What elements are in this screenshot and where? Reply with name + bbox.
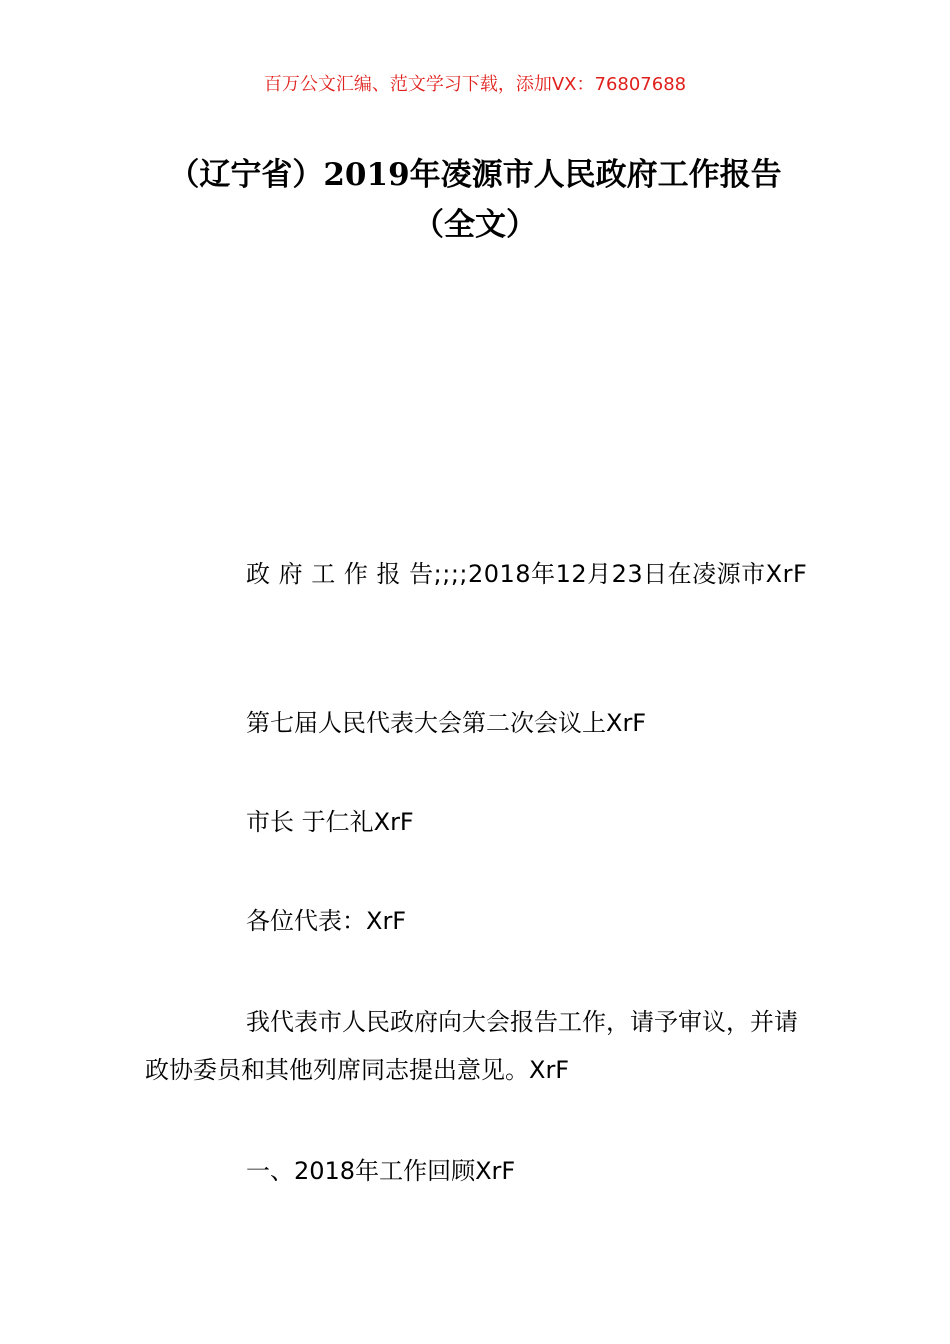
paragraph-opening: 我代表市人民政府向大会报告工作，请予审议，并请政协委员和其他列席同志提出意见。XrF — [145, 1008, 798, 1084]
paragraph-mayor: 市长 于仁礼XrF — [246, 808, 414, 836]
paragraph-salutation: 各位代表：XrF — [246, 907, 407, 935]
section-heading-review: 一、2018年工作回顾XrF — [246, 1157, 516, 1185]
header-note: 百万公文汇编、范文学习下载，添加VX：76807688 — [263, 74, 687, 95]
paragraph-congress-session: 第七届人民代表大会第二次会议上XrF — [246, 709, 647, 737]
document-title: （辽宁省）2019年凌源市人民政府工作报告（全文） — [168, 157, 782, 243]
paragraph-report-date: 政 府 工 作 报 告;;;;2018年12月23日在凌源市XrF — [246, 560, 808, 588]
